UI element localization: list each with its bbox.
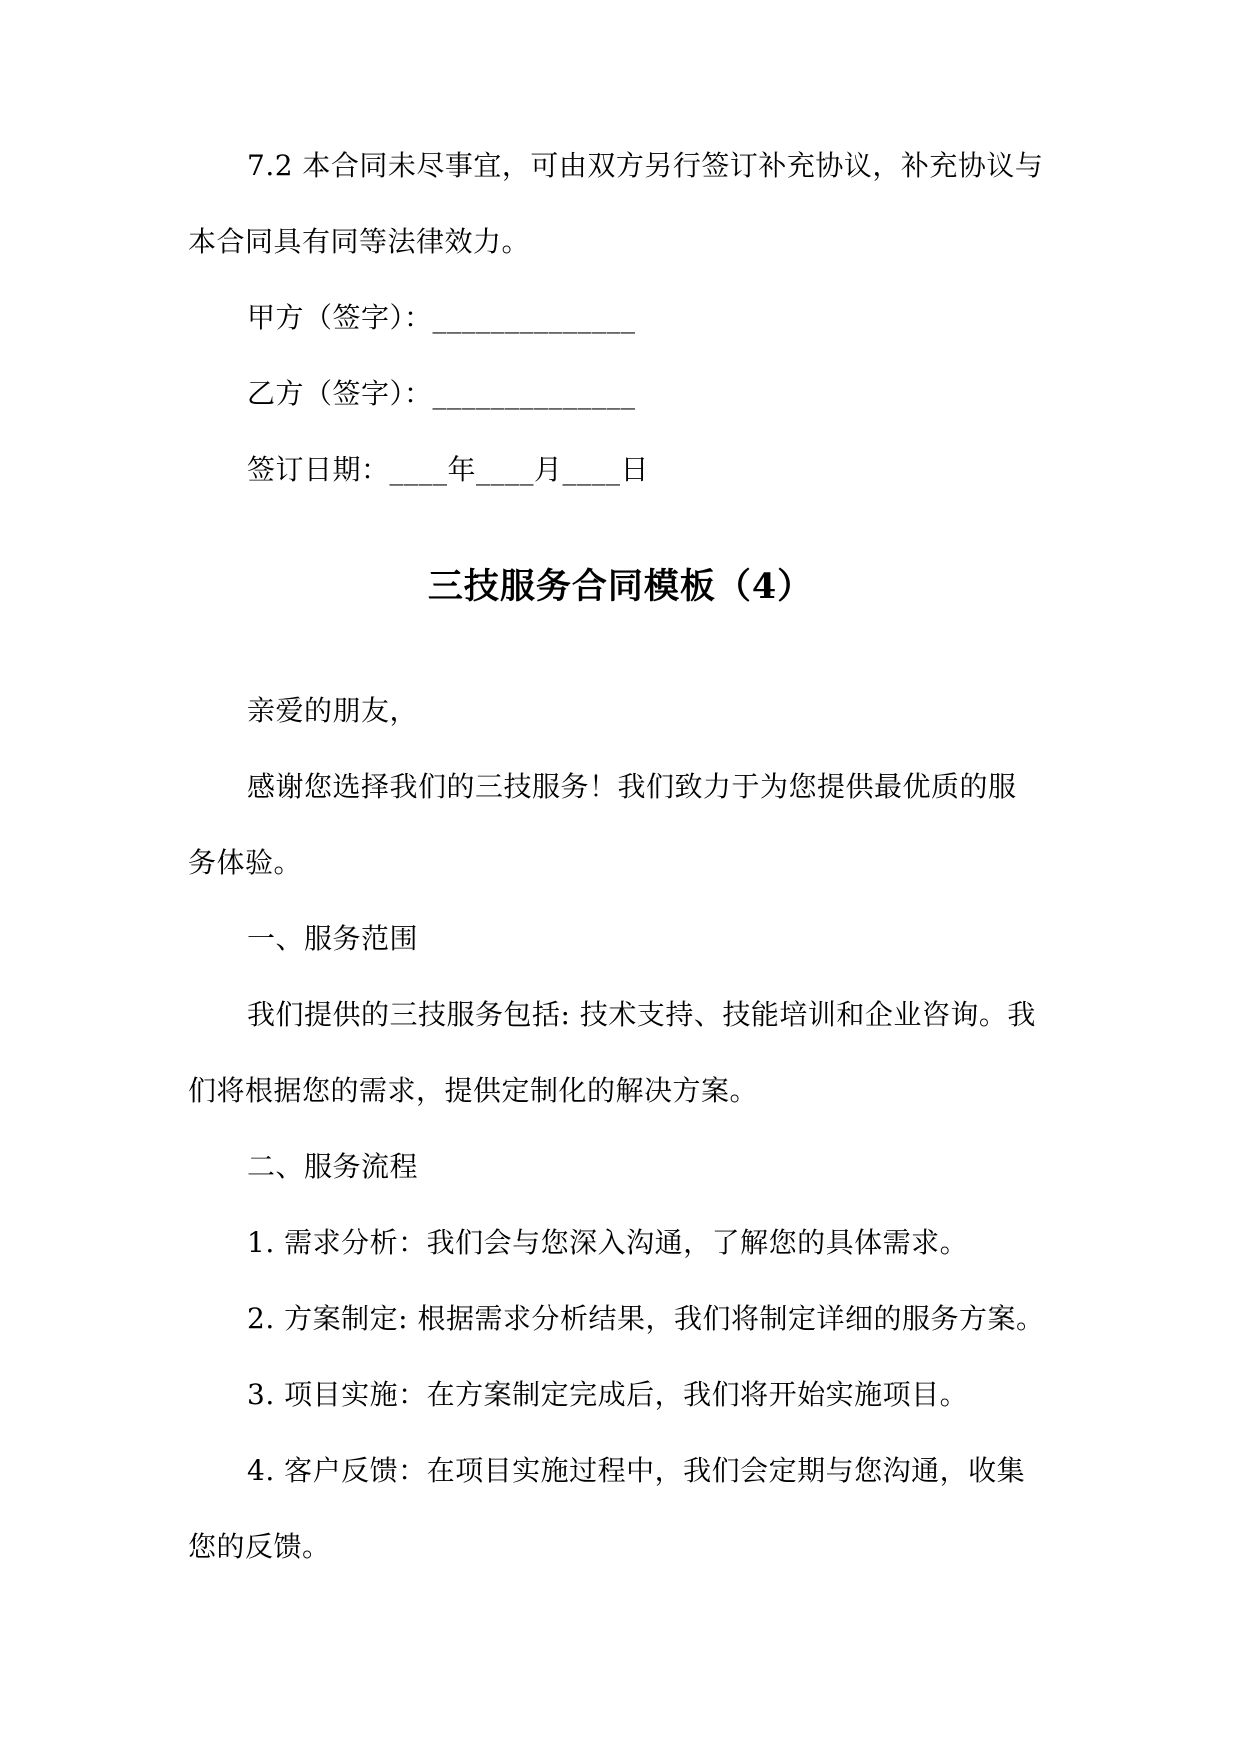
clause-7-2-line-1: 7.2 本合同未尽事宜，可由双方另行签订补充协议，补充协议与 — [247, 149, 1044, 182]
intro-paragraph-line-2: 务体验。 — [188, 846, 303, 879]
section-1-paragraph-line-2: 们将根据您的需求，提供定制化的解决方案。 — [188, 1074, 759, 1107]
intro-paragraph-line-1: 感谢您选择我们的三技服务！我们致力于为您提供最优质的服 — [247, 770, 1017, 803]
process-step-4-line-2: 您的反馈。 — [188, 1530, 331, 1563]
section-1-paragraph-line-1: 我们提供的三技服务包括: 技术支持、技能培训和企业咨询。我 — [247, 998, 1036, 1031]
document-title: 三技服务合同模板（4） — [427, 566, 814, 607]
process-step-3: 3. 项目实施：在方案制定完成后，我们将开始实施项目。 — [247, 1378, 969, 1411]
signing-date-line: 签订日期：____年____月____日 — [247, 453, 650, 486]
party-b-signature-line: 乙方（签字）：______________ — [247, 377, 636, 410]
greeting: 亲爱的朋友， — [247, 694, 419, 727]
process-step-4-line-1: 4. 客户反馈：在项目实施过程中，我们会定期与您沟通，收集 — [247, 1454, 1026, 1487]
process-step-2: 2. 方案制定: 根据需求分析结果，我们将制定详细的服务方案。 — [247, 1302, 1045, 1335]
clause-7-2-line-2: 本合同具有同等法律效力。 — [188, 225, 531, 258]
process-step-1: 1. 需求分析：我们会与您深入沟通，了解您的具体需求。 — [247, 1226, 969, 1259]
party-a-signature-line: 甲方（签字）：______________ — [247, 301, 636, 334]
section-1-heading: 一、服务范围 — [247, 922, 419, 955]
section-2-heading: 二、服务流程 — [247, 1150, 419, 1183]
